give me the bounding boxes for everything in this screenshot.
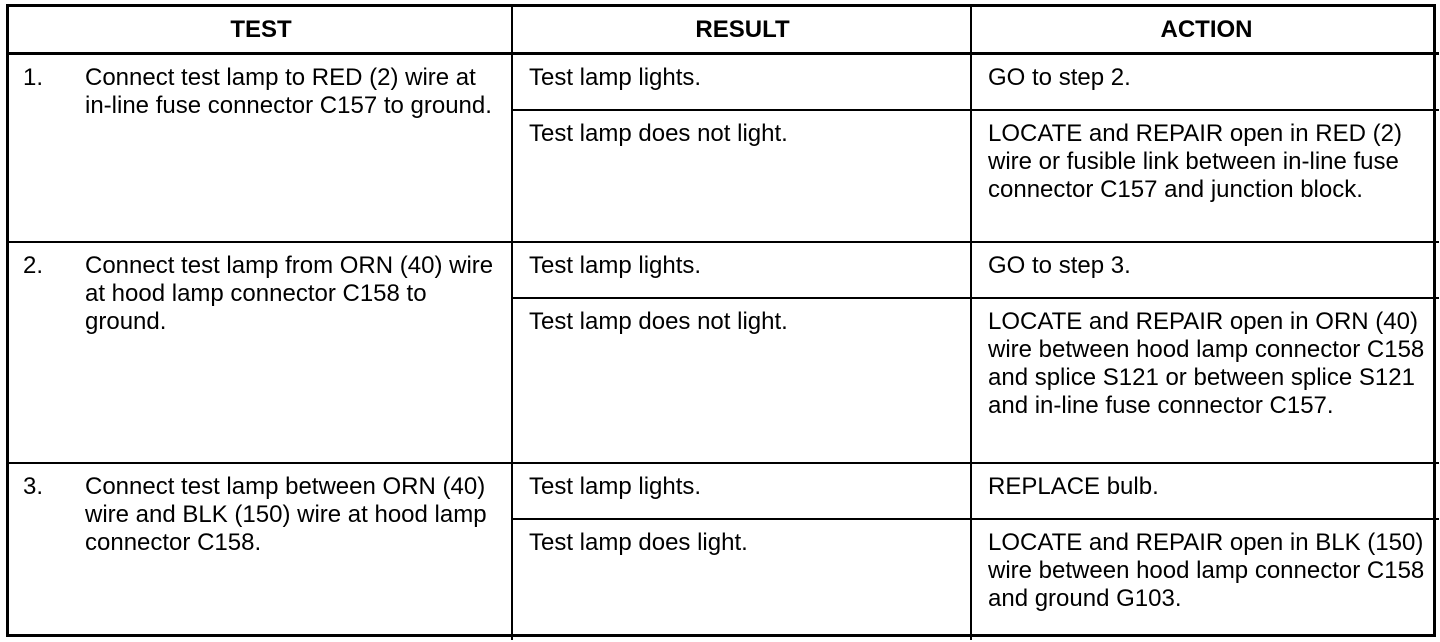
step-3-action-2: LOCATE and REPAIR open in BLK (150) wire between hood lamp connector C158 and ground G103. (988, 529, 1425, 612)
step-1-result-2: Test lamp does not light. (513, 111, 972, 243)
header-test: TEST (9, 7, 513, 55)
step-2-result-1: Test lamp lights. (513, 243, 972, 299)
step-2-test-text: Connect test lamp from ORN (40) wire at hood lamp connector C158 to ground. (85, 252, 494, 335)
step-2-test-cell (9, 243, 513, 464)
step-1-result-1: Test lamp lights. (513, 55, 972, 111)
step-3-number: 3. (23, 473, 44, 500)
step-2-number: 2. (23, 252, 44, 279)
step-1-action-2: LOCATE and REPAIR open in RED (2) wire or fusible link between in-line fuse connector C157 and junction block. (972, 111, 1439, 243)
step-3-test-cell (9, 464, 513, 640)
step-1-test-cell (9, 55, 513, 243)
step-3-action-1: REPLACE bulb. (972, 464, 1439, 520)
step-2-result-2: Test lamp does not light. (513, 299, 972, 464)
header-action: ACTION (972, 7, 1439, 55)
step-2-action-1: GO to step 3. (972, 243, 1439, 299)
step-2-action-2: LOCATE and REPAIR open in ORN (40) wire between hood lamp connector C158 and splice S121 or between splice S121 and in-line fuse connector C157. (972, 299, 1439, 464)
step-3-result-1: Test lamp lights. (513, 464, 972, 520)
step-3-test-text: Connect test lamp between ORN (40) wire and BLK (150) wire at hood lamp connector C158. (85, 473, 487, 556)
header-result: RESULT (513, 7, 972, 55)
step-1-action-1: GO to step 2. (972, 55, 1439, 111)
step-1-test-text: Connect test lamp to RED (2) wire at in-line fuse connector C157 to ground. (85, 64, 492, 119)
diagnostic-table (6, 4, 1436, 637)
step-3-result-2: Test lamp does light. (513, 520, 972, 640)
step-1-number: 1. (23, 64, 44, 91)
